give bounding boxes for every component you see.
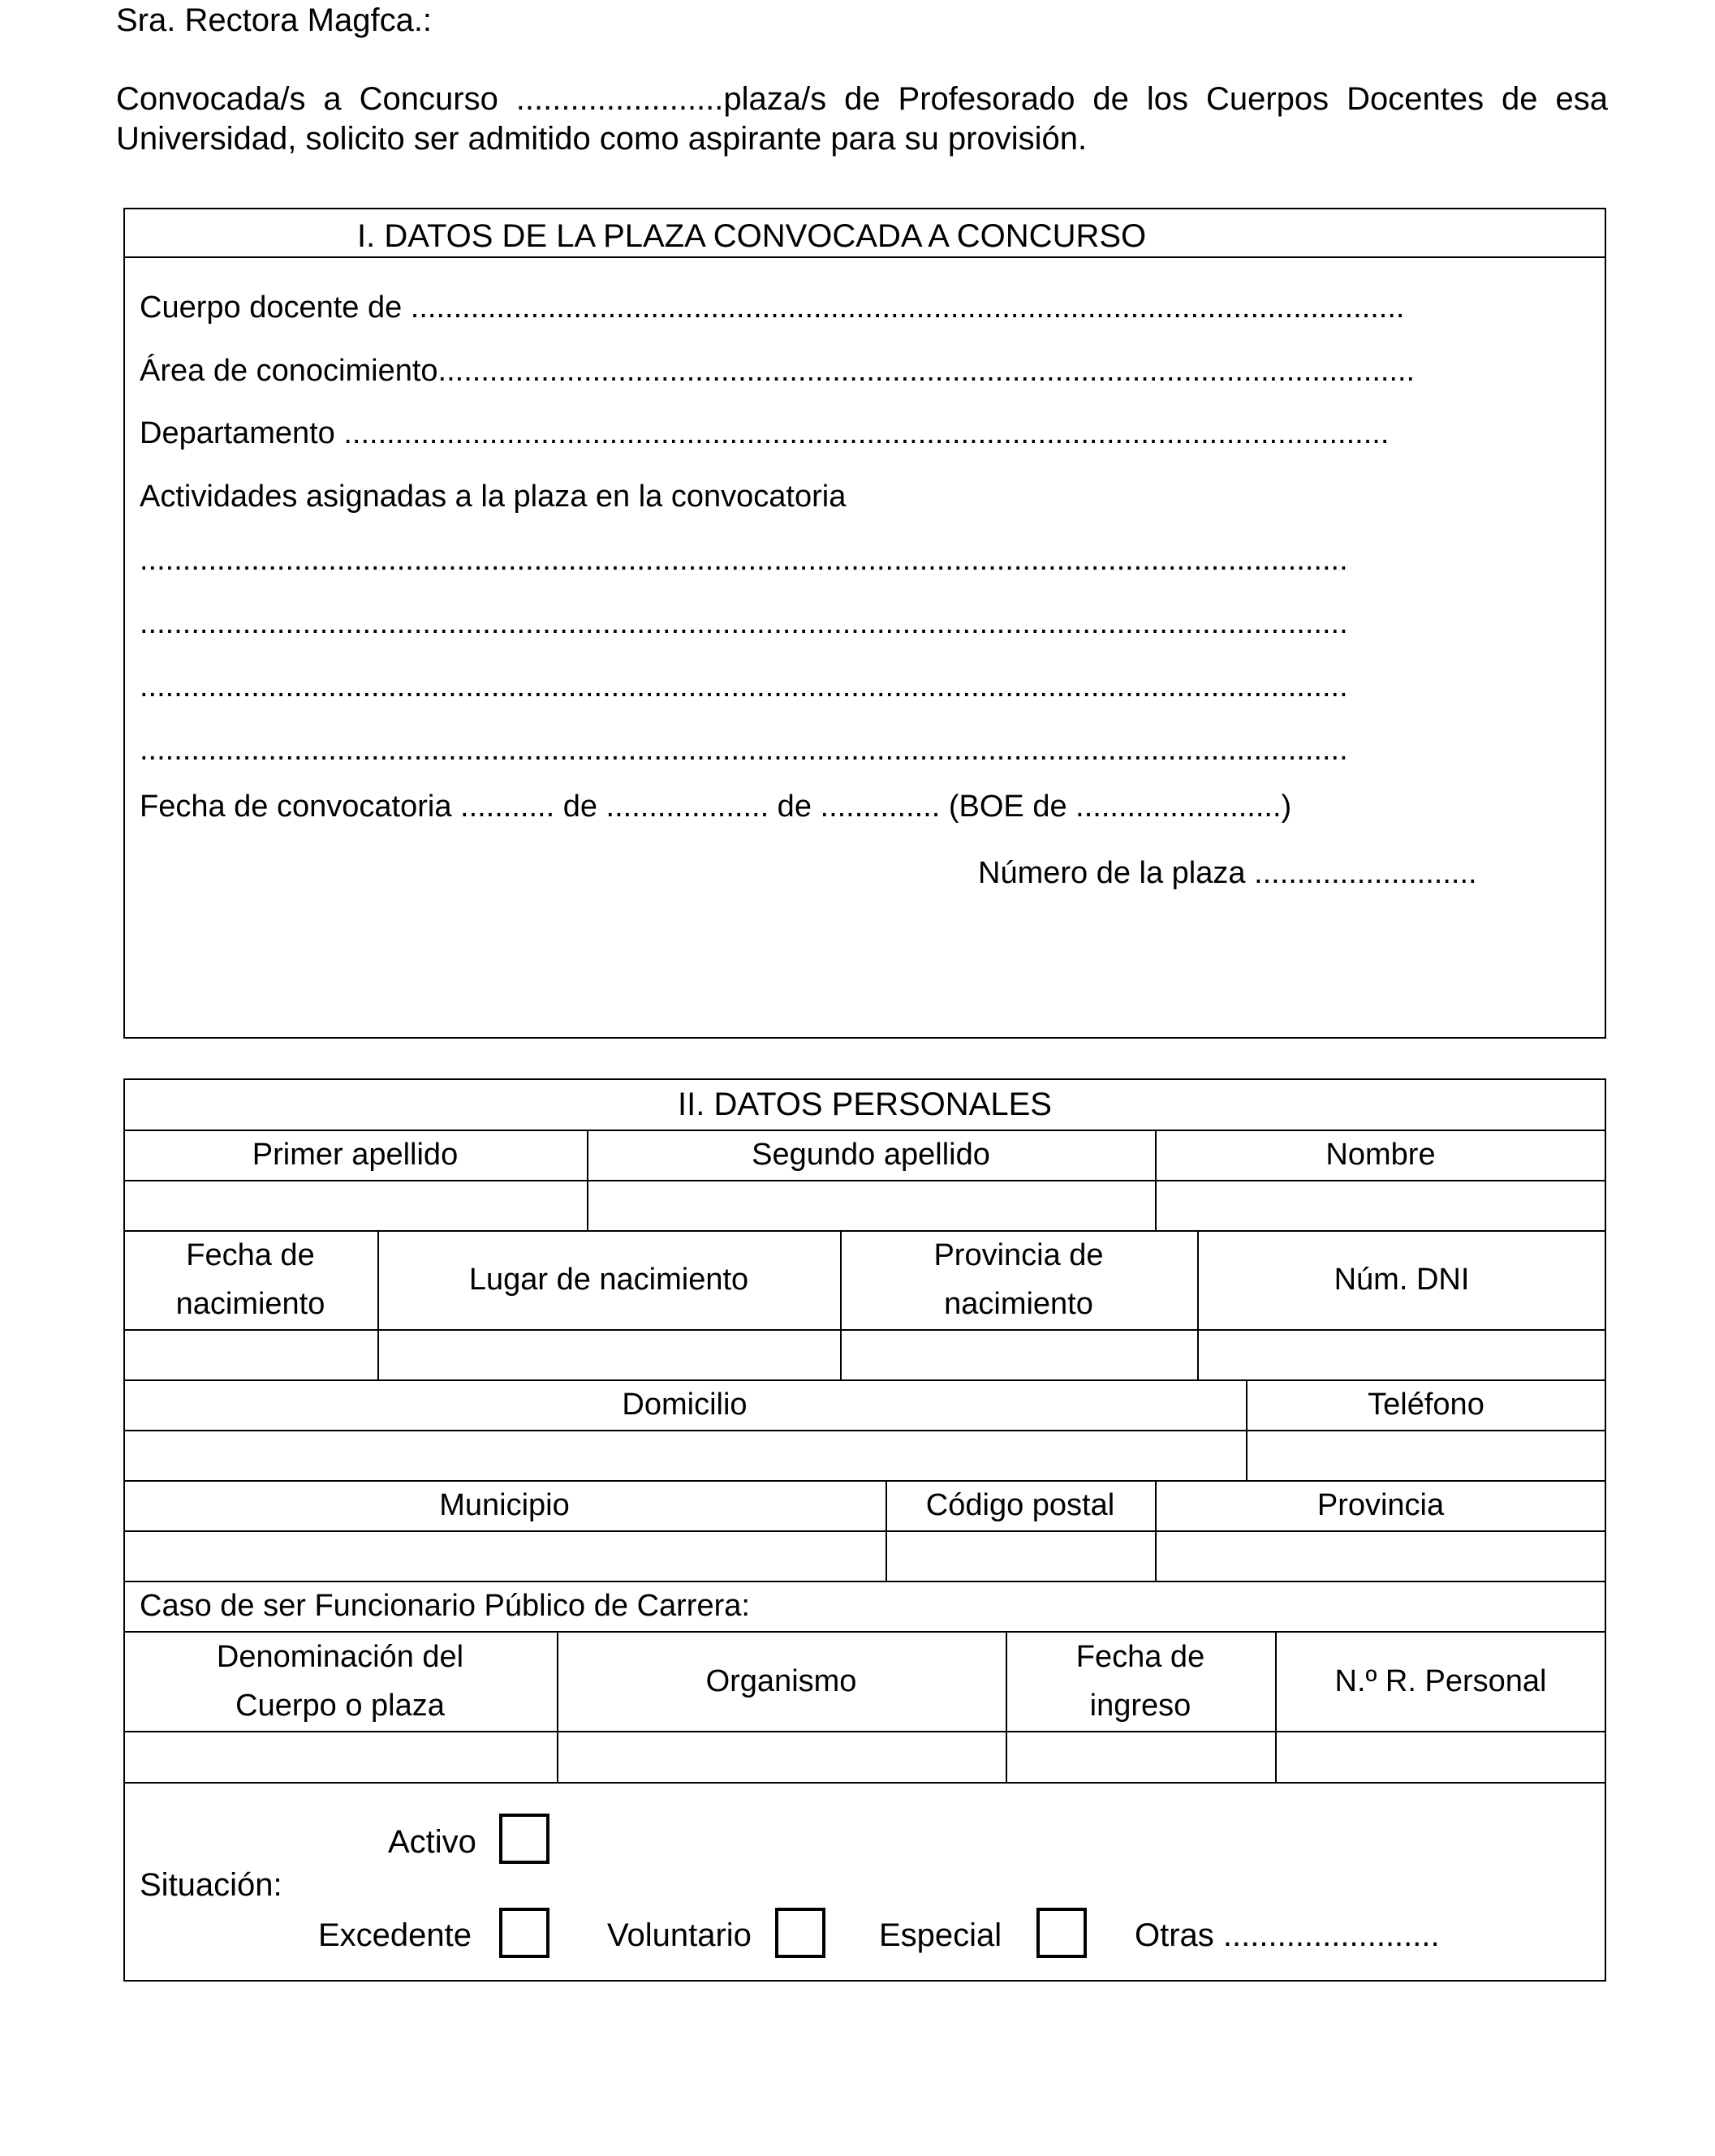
primer-apellido-label: Primer apellido: [252, 1138, 459, 1172]
codigo-postal-input[interactable]: [886, 1530, 1155, 1581]
nrp-label: N.º R. Personal: [1334, 1663, 1547, 1698]
organismo-input[interactable]: [557, 1731, 1006, 1782]
provincia-label: Provincia: [1316, 1488, 1445, 1522]
fecha-ingreso-label: [1006, 1631, 1275, 1731]
provincia-nacimiento-label-line2: nacimiento: [944, 1287, 1093, 1321]
nombre-input[interactable]: [1155, 1180, 1606, 1230]
provincia-nacimiento-input[interactable]: [840, 1329, 1197, 1379]
fecha-nacimiento-label: [123, 1230, 377, 1329]
salutation: Sra. Rectora Magfca.:: [116, 2, 433, 38]
nombre-label: Nombre: [1325, 1138, 1436, 1172]
telefono-label: Teléfono: [1368, 1388, 1484, 1422]
lugar-nacimiento-label: Lugar de nacimiento: [468, 1263, 749, 1297]
segundo-apellido-label: Segundo apellido: [752, 1138, 990, 1172]
activo-label: Activo: [388, 1824, 476, 1860]
municipio-input[interactable]: [123, 1530, 886, 1581]
actividades-line[interactable]: .............................................................................................................................................: [140, 606, 1348, 640]
domicilio-label: Domicilio: [622, 1388, 748, 1422]
segundo-apellido-input[interactable]: [587, 1180, 1155, 1230]
dni-label: Núm. DNI: [1334, 1263, 1470, 1297]
actividades-line[interactable]: .............................................................................................................................................: [140, 733, 1348, 767]
numero-plaza-field[interactable]: Número de la plaza ..........................: [978, 856, 1477, 890]
denominacion-input[interactable]: [123, 1731, 557, 1782]
fecha-ingreso-input[interactable]: [1006, 1731, 1275, 1782]
provincia-nacimiento-label-line1: Provincia de: [933, 1238, 1104, 1272]
fecha-nacimiento-input[interactable]: [123, 1329, 377, 1379]
actividades-line[interactable]: .............................................................................................................................................: [140, 543, 1348, 577]
area-conocimiento-field[interactable]: Área de conocimiento..................................................................................................................: [140, 354, 1416, 388]
fecha-convocatoria-field[interactable]: Fecha de convocatoria ........... de ................... de .............. (BOE de ........................): [140, 790, 1292, 824]
primer-apellido-input[interactable]: [123, 1180, 587, 1230]
divider: [123, 1782, 1606, 1784]
especial-label: Especial: [879, 1917, 1002, 1953]
codigo-postal-label: Código postal: [925, 1488, 1115, 1522]
especial-checkbox[interactable]: [1036, 1908, 1087, 1958]
departamento-field[interactable]: Departamento ..........................................................................................................................: [140, 416, 1390, 450]
intro-line-1: Convocada/s a Concurso .......................plaza/s de Profesorado de los Cuerpos Docentes de esa: [116, 81, 1608, 117]
organismo-label: Organismo: [705, 1663, 857, 1698]
section-2-title: II. DATOS PERSONALES: [678, 1086, 1052, 1122]
fecha-nacimiento-label-line2: nacimiento: [175, 1287, 325, 1321]
provincia-nacimiento-label: [840, 1230, 1197, 1329]
fecha-ingreso-label-line2: ingreso: [1089, 1688, 1191, 1723]
denominacion-label: [123, 1631, 557, 1731]
provincia-input[interactable]: [1155, 1530, 1606, 1581]
lugar-nacimiento-input[interactable]: [377, 1329, 840, 1379]
situacion-label: Situación:: [140, 1867, 282, 1903]
voluntario-label: Voluntario: [607, 1917, 752, 1953]
telefono-input[interactable]: [1246, 1430, 1606, 1480]
dni-input[interactable]: [1197, 1329, 1606, 1379]
section-1-title: I. DATOS DE LA PLAZA CONVOCADA A CONCURSO: [357, 218, 1147, 254]
intro-line-2: Universidad, solicito ser admitido como aspirante para su provisión.: [116, 121, 1088, 157]
denominacion-label-line2: Cuerpo o plaza: [235, 1688, 445, 1723]
voluntario-checkbox[interactable]: [775, 1908, 825, 1958]
otras-field[interactable]: Otras ........................: [1135, 1917, 1440, 1953]
denominacion-label-line1: Denominación del: [216, 1639, 464, 1674]
actividades-label: Actividades asignadas a la plaza en la convocatoria: [140, 480, 847, 514]
nrp-input[interactable]: [1275, 1731, 1606, 1782]
funcionario-label: Caso de ser Funcionario Público de Carrera:: [140, 1589, 750, 1623]
actividades-line[interactable]: .............................................................................................................................................: [140, 669, 1348, 704]
excedente-label: Excedente: [318, 1917, 472, 1953]
excedente-checkbox[interactable]: [499, 1908, 549, 1958]
fecha-nacimiento-label-line1: Fecha de: [186, 1238, 315, 1272]
domicilio-input[interactable]: [123, 1430, 1246, 1480]
fecha-ingreso-label-line1: Fecha de: [1075, 1639, 1205, 1674]
activo-checkbox[interactable]: [499, 1814, 549, 1864]
section-1-title-divider: [123, 256, 1606, 258]
municipio-label: Municipio: [439, 1488, 570, 1522]
cuerpo-docente-field[interactable]: Cuerpo docente de ....................................................................................................................: [140, 290, 1405, 325]
